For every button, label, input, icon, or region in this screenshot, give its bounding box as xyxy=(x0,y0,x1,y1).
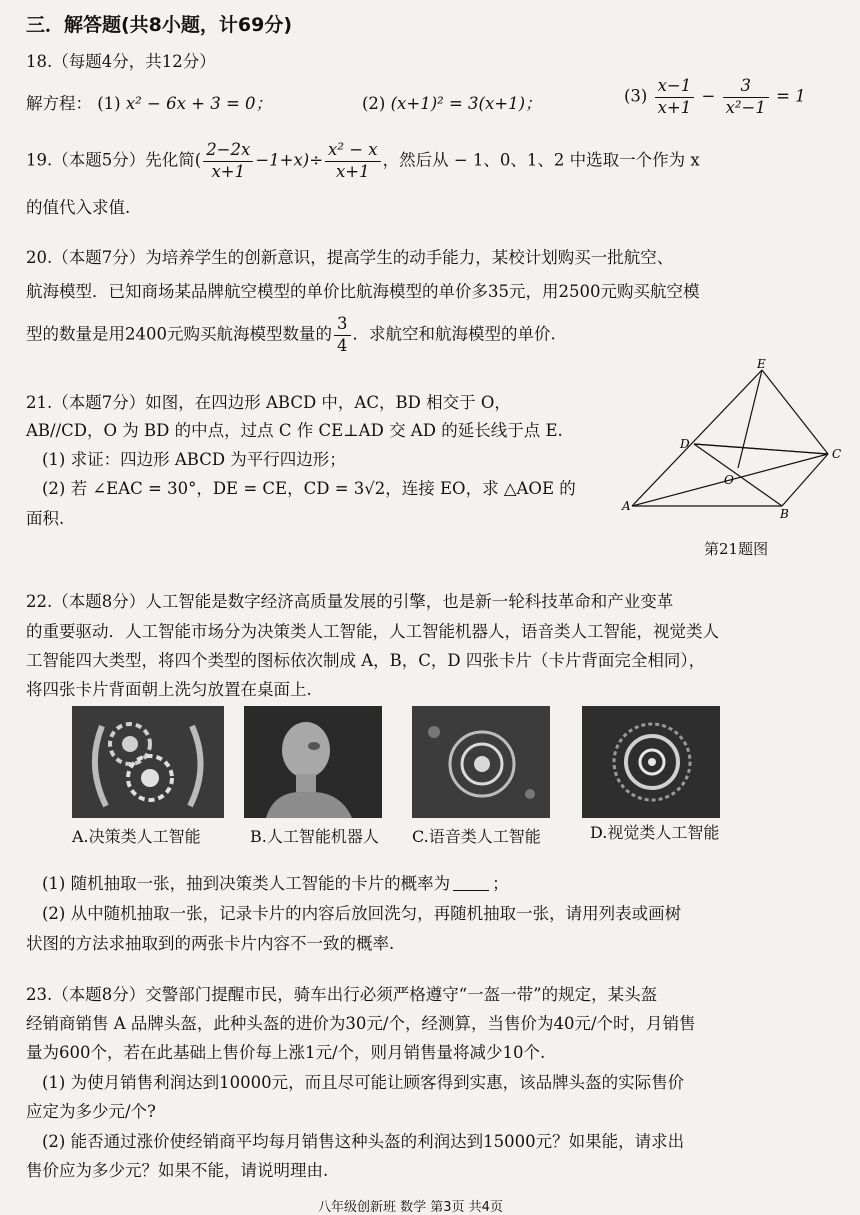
q18-part2 xyxy=(362,94,542,114)
q21-line5: 面积. xyxy=(26,509,65,528)
q22-sub1 xyxy=(42,874,509,894)
q22-sub1-text: (1) 随机抽取一张，抽到决策类人工智能的卡片的概率为 xyxy=(42,874,451,893)
q22-line2: 的重要驱动．人工智能市场分为决策类人工智能，人工智能机器人，语音类人工智能，视觉类人 xyxy=(26,622,719,641)
q23-line3: 量为600个，若在此基础上售价每上涨1元/个，则月销售量将减少10个. xyxy=(26,1043,546,1062)
card-a-image xyxy=(72,706,224,818)
card-d-caption: D.视觉类人工智能 xyxy=(590,823,720,842)
page-footer: 八年级创新班 数学 第3页 共4页 xyxy=(318,1200,503,1215)
q18-p1-label: (1) xyxy=(97,94,121,113)
card-d-vision-icon xyxy=(582,706,720,818)
q21-line2: AB//CD，O 为 BD 的中点，过点 C 作 CE⊥AD 交 AD 的延长线于点 E. xyxy=(26,421,563,440)
q21-label-b: B xyxy=(780,507,789,520)
q23-sub2-line1: (2) 能否通过涨价使经销商平均每月销售这种头盔的利润达到15000元？如果能，请求出 xyxy=(42,1132,685,1151)
card-a-gears-icon xyxy=(72,706,224,818)
q19-f2-denominator: x+1 xyxy=(336,161,370,181)
q18-p3-f2-numerator: 3 xyxy=(723,76,769,98)
q19-f2-numerator: x² − x xyxy=(325,140,381,162)
q21-line3: (1) 求证：四边形 ABCD 为平行四边形； xyxy=(42,450,346,469)
q18-p3-minus: − xyxy=(701,86,716,106)
card-b-robot-icon xyxy=(244,706,382,818)
q23-sub2-line2: 售价应为多少元？如果不能，请说明理由. xyxy=(26,1161,329,1180)
q18-p3-fraction-1 xyxy=(655,76,695,118)
q18-p1-equation: x² − 6x + 3 = 0； xyxy=(125,94,273,113)
q19-suffix: ，然后从 − 1、0、1、2 中选取一个作为 x xyxy=(382,150,700,170)
q22-sub1-answer-blank[interactable] xyxy=(453,890,489,891)
q21-label-d: D xyxy=(680,437,690,451)
q22-sub2-line1: (2) 从中随机抽取一张，记录卡片的内容后放回洗匀，再随机抽取一张，请用列表或画树 xyxy=(42,904,682,923)
q20-frac-numerator: 3 xyxy=(334,314,351,336)
q19-prefix: 19.（本题5分）先化简 xyxy=(26,150,195,170)
q23-line2: 经销商销售 A 品牌头盔，此种头盔的进价为30元/个，经测算，当售价为40元/个时，月销售 xyxy=(26,1014,696,1033)
q20-frac-denominator: 4 xyxy=(337,335,348,355)
q18-p2-equation: (x+1)² = 3(x+1)； xyxy=(390,94,542,113)
q19-fraction-2 xyxy=(325,140,381,182)
q23-sub1-line2: 应定为多少元/个? xyxy=(26,1102,156,1121)
q21-label-o: O xyxy=(724,473,734,487)
card-a-caption: A.决策类人工智能 xyxy=(72,827,201,846)
q21-figure xyxy=(620,358,850,520)
q19-fraction-1 xyxy=(203,140,253,182)
q21-label-a: A xyxy=(622,499,631,513)
q20-line3-b: ．求航空和航海模型的单价. xyxy=(352,324,556,344)
q18-header: 18.（每题4分，共12分） xyxy=(26,52,216,71)
q18-p3-f2-denominator: x²−1 xyxy=(725,97,766,117)
q20-fraction xyxy=(334,314,351,356)
q21-line1: 21.（本题7分）如图，在四边形 ABCD 中，AC，BD 相交于 O， xyxy=(26,393,511,412)
q23-sub1-line1: (1) 为使月销售利润达到10000元，而且尽可能让顾客得到实惠，该品牌头盔的实际售价 xyxy=(42,1073,685,1092)
q18-equations xyxy=(26,94,272,114)
q19-f1-numerator: 2−2x xyxy=(203,140,253,162)
q20-line3-a: 型的数量是用2400元购买航海模型数量的 xyxy=(26,324,332,344)
q19-middle: −1+x)÷ xyxy=(255,150,324,170)
q18-p2-label: (2) xyxy=(362,94,386,113)
q21-figure-caption: 第21题图 xyxy=(704,540,769,558)
q20-line2: 航海模型．已知商场某品牌航空模型的单价比航海模型的单价多35元，用2500元购买航空模 xyxy=(26,282,700,301)
q21-line-bc xyxy=(782,454,828,506)
q21-label-c: C xyxy=(832,447,842,461)
q21-line-eo xyxy=(738,370,762,468)
q23-line1: 23.（本题8分）交警部门提醒市民，骑车出行必须严格遵守“一盔一带”的规定，某头盔 xyxy=(26,985,658,1004)
q19-line2: 的值代入求值. xyxy=(26,198,131,217)
q18-p3-rhs: = 1 xyxy=(776,86,806,106)
q21-line4: (2) 若 ∠EAC = 30°，DE = CE，CD = 3√2，连接 EO，求 △AOE 的 xyxy=(42,479,576,498)
q18-part3 xyxy=(624,76,806,118)
q20-line3 xyxy=(26,314,556,356)
q21-line-ec xyxy=(762,370,828,454)
q21-line-ae xyxy=(632,370,762,506)
q18-p3-label: (3) xyxy=(624,86,648,106)
q22-line3: 工智能四大类型，将四个类型的图标依次制成 A，B，C，D 四张卡片（卡片背面完全相同）， xyxy=(26,651,706,670)
q20-line1: 20.（本题7分）为培养学生的创新意识，提高学生的动手能力，某校计划购买一批航空、 xyxy=(26,248,674,267)
q21-line-ec-cross xyxy=(694,444,828,454)
card-b-caption: B.人工智能机器人 xyxy=(250,827,379,846)
q19-f1-denominator: x+1 xyxy=(211,161,246,181)
q22-sub1-end: ； xyxy=(492,874,509,893)
card-d-image xyxy=(582,706,720,818)
q22-line4: 将四张卡片背面朝上洗匀放置在桌面上. xyxy=(26,680,312,699)
card-c-caption: C.语音类人工智能 xyxy=(412,827,541,846)
section-title: 三．解答题(共8小题，计69分) xyxy=(26,14,293,36)
q18-p3-f1-denominator: x+1 xyxy=(657,97,692,117)
card-c-image xyxy=(412,706,550,818)
card-b-image xyxy=(244,706,382,818)
q18-lead: 解方程： xyxy=(26,94,92,113)
q19-line1: 19.（本题5分）先化简( $\frac{2-2x}{x+1}$ −1+x)÷ $\frac{\text{x² − x}}{x+1}$ ，然后从 − 1、0、1、2 中选取一个作为 x xyxy=(26,140,700,181)
q22-line1: 22.（本题8分）人工智能是数字经济高质量发展的引擎，也是新一轮科技革命和产业变革 xyxy=(26,592,674,611)
q18-p3-fraction-2 xyxy=(723,76,769,118)
card-c-voice-icon xyxy=(412,706,550,818)
q18-p3-f1-numerator: x−1 xyxy=(655,76,695,98)
q22-sub2-line2: 状图的方法求抽取到的两张卡片内容不一致的概率. xyxy=(26,934,395,953)
q21-line-db xyxy=(694,444,782,506)
q21-label-e: E xyxy=(757,358,766,371)
